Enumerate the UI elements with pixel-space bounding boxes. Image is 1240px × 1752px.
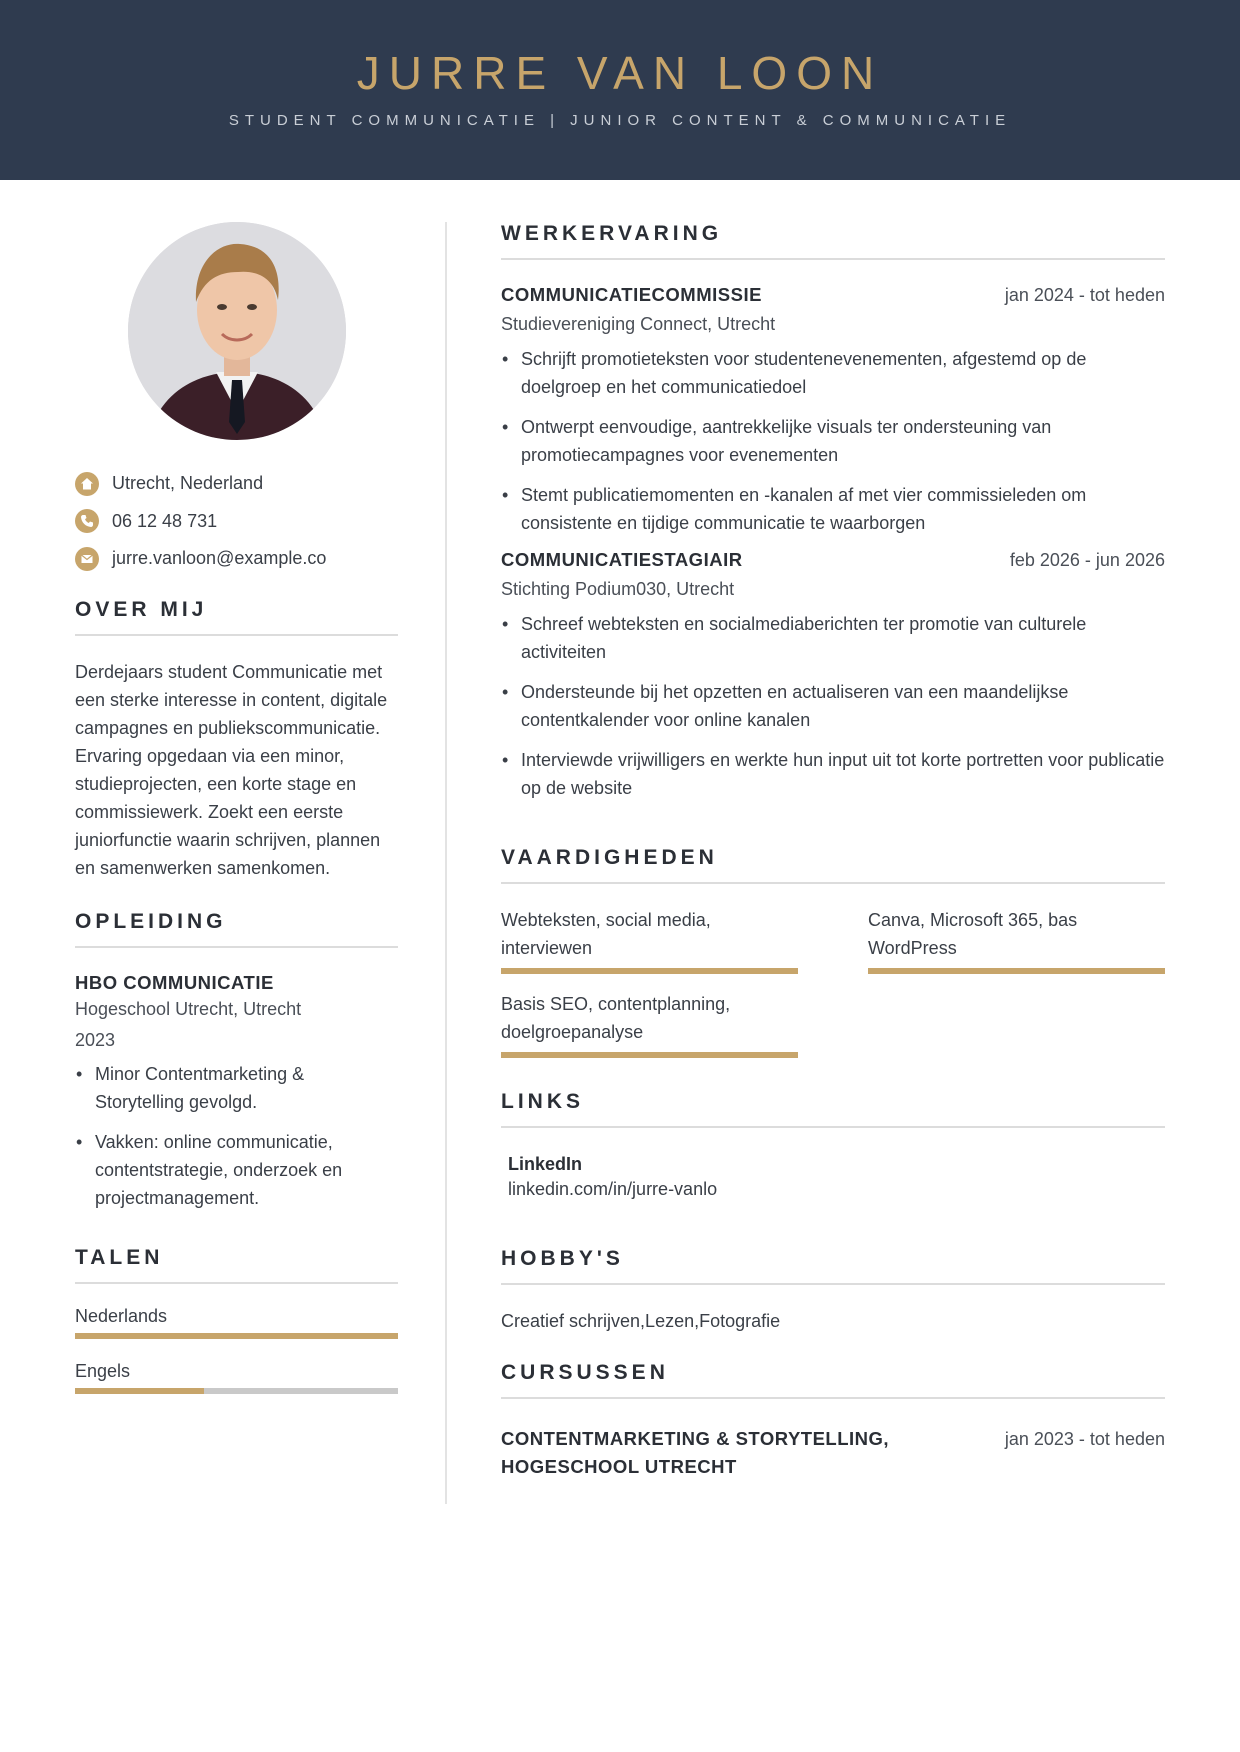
mail-icon bbox=[75, 547, 99, 571]
skill-item bbox=[868, 906, 1165, 974]
skill-level-bar bbox=[501, 1052, 798, 1058]
candidate-subtitle: STUDENT COMMUNICATIE | JUNIOR CONTENT & COMMUNICATIE bbox=[228, 112, 1012, 129]
language-item bbox=[75, 1361, 398, 1394]
job-organization: Stichting Podium030, Utrecht bbox=[501, 579, 735, 599]
job-bullets bbox=[501, 610, 1165, 802]
list-item: • Ondersteunde bij het opzetten en actualiseren van een maandelijkse contentkalender voor online kanalen bbox=[501, 678, 1165, 734]
language-level-bar bbox=[75, 1388, 398, 1394]
section-hobbys bbox=[501, 1247, 1165, 1332]
education-degree: HBO COMMUNICATIE bbox=[75, 972, 274, 993]
section-title-links: LINKS bbox=[501, 1090, 1165, 1128]
job-entry bbox=[501, 284, 1165, 537]
education-bullets bbox=[75, 1060, 398, 1212]
over-mij-text: Derdejaars student Communicatie met een sterke interesse in content, digitale campagnes en publiekscommunicatie. Ervaring opgedaan via een minor, studieprojecten, een korte stage en commissiewerk. Zoekt een eerste juniorfunctie waarin schrijven, plannen en samenwerken samenkomen. bbox=[75, 662, 388, 878]
job-organization: Studievereniging Connect, Utrecht bbox=[501, 314, 776, 334]
contact-location bbox=[75, 465, 398, 503]
skill-name: Webteksten, social media, interviewen bbox=[501, 910, 711, 958]
job-date: feb 2026 - jun 2026 bbox=[1009, 550, 1165, 570]
section-title-cursussen: CURSUSSEN bbox=[501, 1361, 1165, 1399]
section-over-mij bbox=[75, 598, 398, 882]
skill-level-bar bbox=[501, 968, 798, 974]
home-icon bbox=[75, 472, 99, 496]
section-werkervaring bbox=[501, 222, 1165, 802]
list-item: • Schreef webteksten en socialmediaberichten ter promotie van culturele activiteiten bbox=[501, 610, 1165, 666]
list-item: • Interviewde vrijwilligers en werkte hun input uit tot korte portretten voor publicatie op de website bbox=[501, 746, 1165, 802]
skill-name: Basis SEO, contentplanning, doelgroepanalyse bbox=[501, 994, 731, 1042]
section-opleiding bbox=[75, 910, 398, 1224]
list-item: • Schrijft promotieteksten voor studentenevenementen, afgestemd op de doelgroep en het communicatiedoel bbox=[501, 345, 1165, 401]
contact-phone bbox=[75, 503, 398, 541]
job-title: COMMUNICATIECOMMISSIE bbox=[501, 284, 762, 305]
education-school: Hogeschool Utrecht, Utrecht bbox=[75, 999, 302, 1019]
section-title-over-mij: OVER MIJ bbox=[75, 598, 398, 636]
section-title-hobbys: HOBBY'S bbox=[501, 1247, 1165, 1285]
link-entry bbox=[501, 1154, 1165, 1200]
job-bullets bbox=[501, 345, 1165, 537]
skill-item bbox=[501, 990, 798, 1058]
list-item: • Ontwerpt eenvoudige, aantrekkelijke visuals ter ondersteuning van promotiecampagnes voor evenementen bbox=[501, 413, 1165, 469]
linkedin-link[interactable]: linkedin.com/in/jurre-vanlo bbox=[508, 1179, 718, 1199]
phone-text: 06 12 48 731 bbox=[112, 510, 218, 531]
email-link[interactable]: jurre.vanloon@example.co bbox=[112, 548, 327, 569]
skill-item bbox=[501, 906, 798, 974]
section-title-vaardigheden: VAARDIGHEDEN bbox=[501, 846, 1165, 884]
section-title-opleiding: OPLEIDING bbox=[75, 910, 398, 948]
list-item: • Stemt publicatiemomenten en -kanalen af met vier commissieleden om consistente en tijdige communicatie te waarborgen bbox=[501, 481, 1165, 537]
phone-icon bbox=[75, 509, 99, 533]
section-talen bbox=[75, 1246, 398, 1394]
contact-info bbox=[75, 465, 398, 578]
language-level-fill bbox=[75, 1333, 398, 1339]
language-item bbox=[75, 1306, 398, 1339]
list-item: • Minor Contentmarketing & Storytelling gevolgd. bbox=[75, 1060, 398, 1116]
profile-photo bbox=[128, 222, 346, 440]
contact-email bbox=[75, 540, 398, 578]
resume-header bbox=[0, 0, 1240, 180]
skill-name: Canva, Microsoft 365, bas WordPress bbox=[868, 910, 1078, 958]
course-date: jan 2023 - tot heden bbox=[1004, 1429, 1165, 1449]
language-name: Engels bbox=[75, 1361, 131, 1381]
skills-grid bbox=[501, 906, 1165, 1074]
job-header bbox=[501, 284, 1165, 306]
section-vaardigheden bbox=[501, 846, 1165, 1074]
hobbys-text: Creatief schrijven,Lezen,Fotografie bbox=[501, 1311, 781, 1331]
language-level-fill bbox=[75, 1388, 204, 1394]
course-title: CONTENTMARKETING & STORYTELLING, HOGESCHOOL UTRECHT bbox=[501, 1428, 890, 1477]
section-links bbox=[501, 1090, 1165, 1200]
job-header bbox=[501, 549, 1165, 571]
job-entry bbox=[501, 549, 1165, 802]
right-column bbox=[501, 222, 1165, 1477]
portrait-illustration bbox=[128, 222, 346, 440]
location-text: Utrecht, Nederland bbox=[112, 473, 264, 494]
language-level-bar bbox=[75, 1333, 398, 1339]
language-name: Nederlands bbox=[75, 1306, 168, 1326]
section-title-werkervaring: WERKERVARING bbox=[501, 222, 1165, 260]
course-entry bbox=[501, 1425, 1165, 1481]
job-title: COMMUNICATIESTAGIAIR bbox=[501, 549, 743, 570]
job-date: jan 2024 - tot heden bbox=[1004, 285, 1165, 305]
skill-level-bar bbox=[868, 968, 1165, 974]
list-item: • Vakken: online communicatie, contentstrategie, onderzoek en projectmanagement. bbox=[75, 1128, 398, 1212]
column-divider bbox=[445, 222, 447, 1504]
link-label: LinkedIn bbox=[508, 1154, 583, 1174]
candidate-name: JURRE VAN LOON bbox=[356, 47, 884, 99]
education-year: 2023 bbox=[75, 1030, 116, 1050]
section-cursussen bbox=[501, 1361, 1165, 1481]
section-title-talen: TALEN bbox=[75, 1246, 398, 1284]
